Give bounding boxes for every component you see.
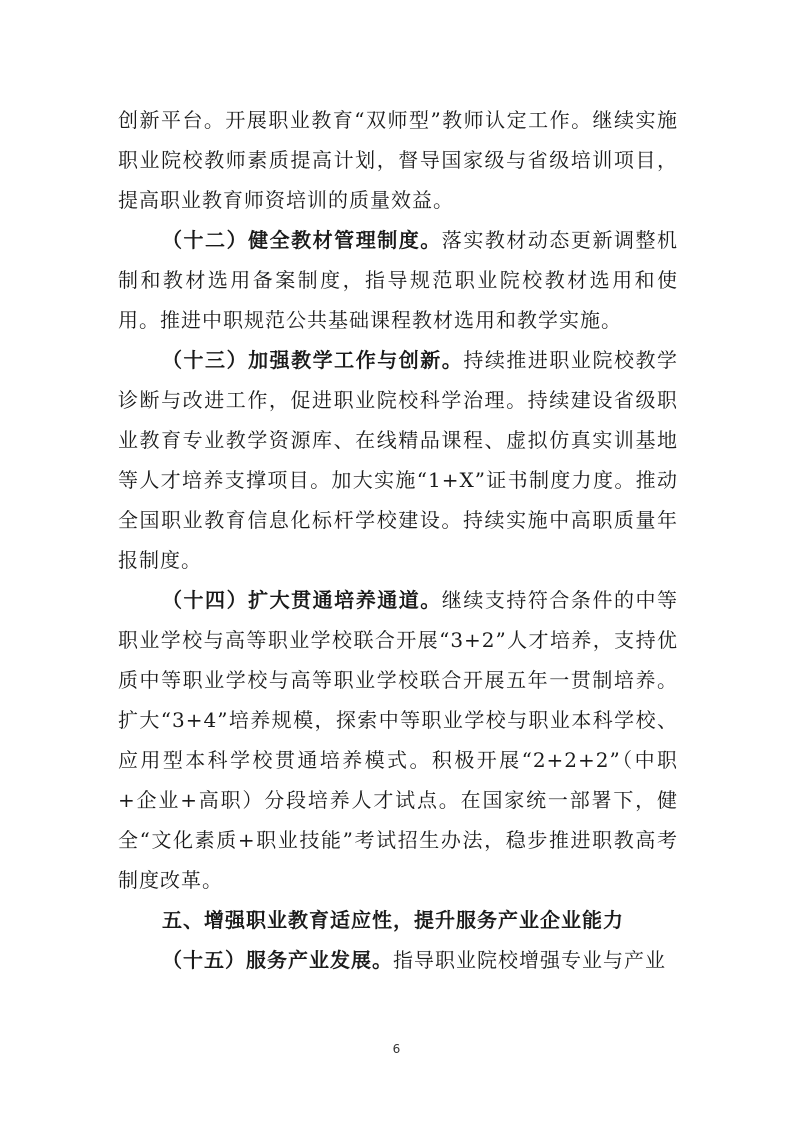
paragraph-lead: （十五）服务产业发展。 [162,948,393,972]
paragraph-lead: （十二）健全教材管理制度。 [162,228,442,252]
paragraph-teaching-innovation [118,340,678,580]
paragraph-text: 创新平台。开展职业教育“双师型”教师认定工作。继续实施职业院校教师素质提高计划，督导国家级与省级培训项目，提高职业教育师资培训的质量效益。 [118,108,678,212]
paragraph-text: 继续支持符合条件的中等职业学校与高等职业学校联合开展“3+2”人才培养，支持优质中等职业学校与高等职业学校联合开展五年一贯制培养。扩大“3+4”培养规模，探索中等职业学校与职业本科学校、应用型本科学校贯通培养模式。积极开展“2+2+2”（中职+企业+高职）分段培养人才试点。在国家统一部署下，健全“文化素质+职业技能”考试招生办法，稳步推进职教高考制度改革。 [118,588,679,892]
paragraph-lead: （十三）加强教学工作与创新。 [162,348,464,372]
document-body [118,100,678,980]
paragraph-training-channels [118,580,678,900]
paragraph-lead: （十四）扩大贯通培养通道。 [162,588,442,612]
paragraph-text: 落实教材动态更新调整机制和教材选用备案制度，指导规范职业院校教材选用和使用。推进中职规范公共基础课程教材选用和教学实施。 [118,228,679,332]
paragraph-serve-industry [118,940,678,980]
section-heading: 五、增强职业教育适应性，提升服务产业企业能力 [162,908,624,932]
paragraph-continuation [118,100,678,220]
paragraph-text: 指导职业院校增强专业与产业 [393,948,666,972]
paragraph-textbook-management [118,220,678,340]
page-number: 6 [392,1042,401,1056]
paragraph-text: 持续推进职业院校教学诊断与改进工作，促进职业院校科学治理。持续建设省级职业教育专业教学资源库、在线精品课程、虚拟仿真实训基地等人才培养支撑项目。加大实施“1+X”证书制度力度。推动全国职业教育信息化标杆学校建设。持续实施中高职质量年报制度。 [118,348,679,572]
